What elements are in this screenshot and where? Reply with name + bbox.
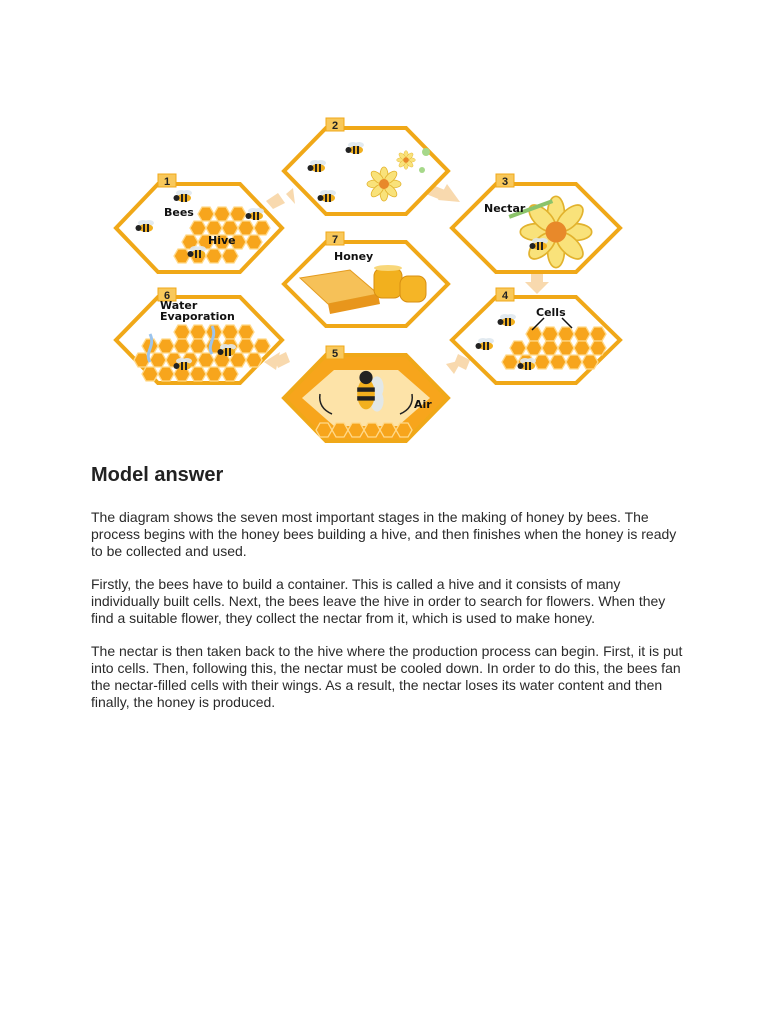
honey-production-diagram [88,108,650,450]
stage-2-hexagon [284,118,448,214]
stage-number: 7 [331,234,339,246]
section-heading: Model answer [91,464,224,486]
watermark: www.ielts-exam.net [300,331,387,342]
stage-label: Water [160,299,198,312]
stage-number: 4 [501,290,509,302]
stage-number: 2 [331,120,339,132]
stage-number: 6 [163,290,171,302]
paragraph: The diagram shows the seven most important stages in the making of honey by bees. The process begins with the honey bees building a hive, and then finishes when the honey is ready to be collected and used. [91,509,677,559]
stage-4-hexagon [452,288,620,383]
stage-label: Honey [334,250,374,263]
stage-number: 5 [331,348,339,360]
stage-label: Air [414,398,432,411]
stage-number: 1 [163,176,171,188]
paragraph: Firstly, the bees have to build a container. This is called a hive and it consists of many individually built cells. Next, the bees leave the hive in order to search for flowers. When they find a suitable flower, they collect the nectar from it, which is used to make honey. [91,576,666,626]
stage-1-hexagon [116,174,282,272]
stage-number: 3 [501,176,509,188]
stage-5-hexagon [284,346,448,441]
stage-label: Evaporation [160,310,235,323]
article-body [91,509,686,727]
stage-label: Cells [536,306,566,319]
stage-6-hexagon [116,288,282,383]
stage-7-hexagon [284,232,448,342]
stage-3-hexagon [452,174,620,272]
stage-label: Nectar [484,202,526,215]
stage-label: Bees [164,206,194,219]
stage-label: Hive [208,234,236,247]
paragraph: The nectar is then taken back to the hive where the production process can begin. First, it is put into cells. Then, following this, the nectar must be cooled down. In order to do this, the bees fan the nectar-filled cells with their wings. As a result, the nectar loses its water content and then finally, the honey is produced. [91,643,683,710]
